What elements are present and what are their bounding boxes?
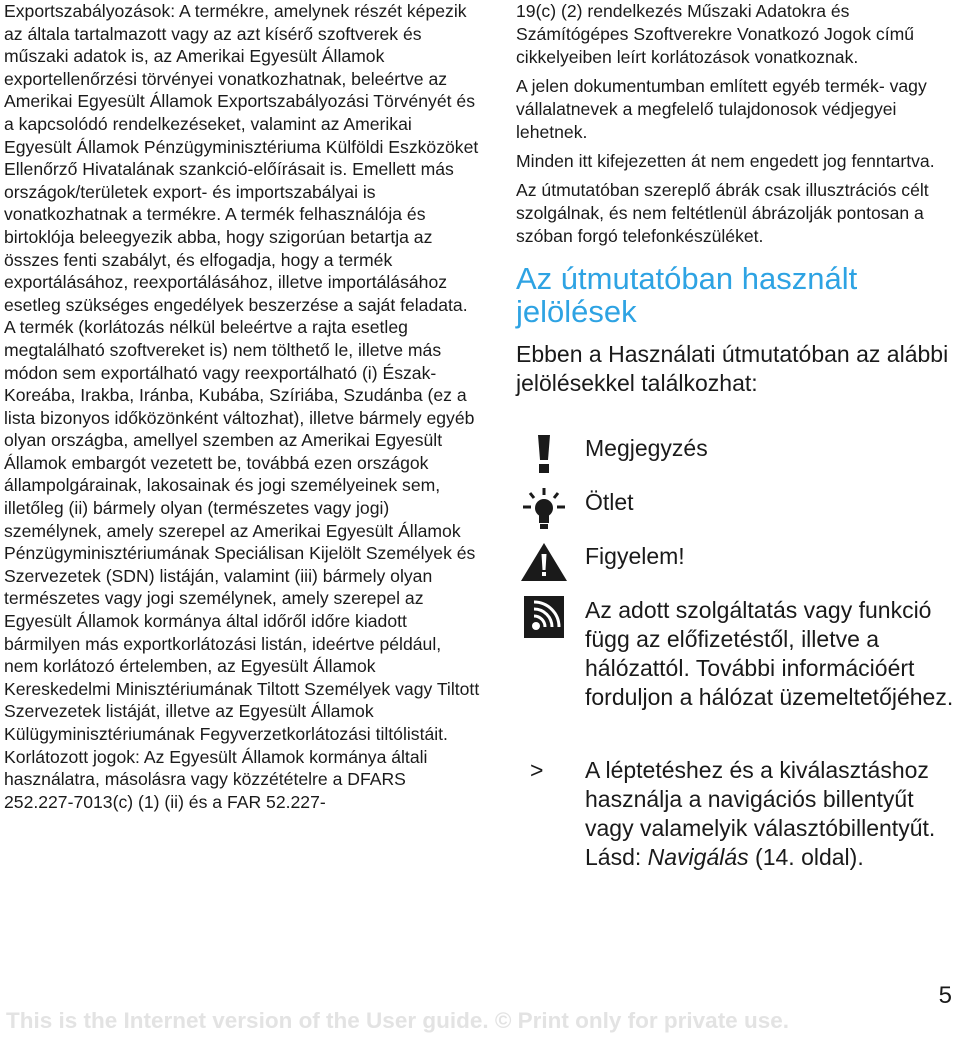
warning-triangle-icon [516, 542, 572, 582]
navigation-reference-link: Navigálás [647, 844, 749, 870]
illustrations-paragraph: Az útmutatóban szereplő ábrák csak illusztrációs célt szolgálnak, és nem feltétlenül ábrázolják pontosan a szóban forgó telefonkészüléket. [516, 180, 929, 246]
legend-label-tip: Ötlet [585, 489, 634, 515]
legend-label-network: Az adott szolgáltatás vagy funkció függ az előfizetéstől, illetve a hálózattól. További információért forduljon a hálózat üzemeltetőjéhez. [585, 597, 954, 710]
right-column [516, 0, 956, 398]
restricted-rights-paragraph: Korlátozott jogok: Az Egyesült Államok kormánya általi használatra, másolásra vagy közzétételre a DFARS 252.227-7013(c) (1) (ii) és a FAR 52.227- [4, 746, 428, 812]
legend-label-note: Megjegyzés [585, 435, 708, 461]
navigation-note-text [585, 756, 957, 872]
symbol-legend [516, 430, 956, 910]
left-column [4, 0, 480, 813]
network-service-icon [516, 596, 572, 638]
navigation-note-body: A léptetéshez és a kiválasztáshoz használja a navigációs billentyűt vagy valamelyik választóbillentyűt. Lásd: [585, 757, 936, 870]
restricted-rights-continuation: 19(c) (2) rendelkezés Műszaki Adatokra és Számítógépes Szoftverekre Vonatkozó Jogok című cikkelyeiben leírt korlátozások vonatkoznak. [516, 1, 915, 67]
export-regulations-paragraph: Exportszabályozások: A termékre, amelynek részét képezik az általa tartalmazott vagy az azt kísérő szoftverek és műszaki adatok is, az Amerikai Egyesült Államok exportellenőrzési törvényei vonatkozhatnak, beleértve az Amerikai Egyesült Államok Exportszabályozási Törvényét és a kapcsolódó rendelkezéseket, valamint az Amerikai Egyesült Államok Pénzügyminisztériuma Külföldi Eszközöket Ellenőrző Hivatalának szankció-előírásait is. Emellett más országok/területek export- és importszabályai is vonatkozhatnak a termékre. A termék felhasználója és birtoklója beleegyezik abba, hogy szigorúan betartja az összes fenti szabályt, és elfogadja, hogy a termék exportálásához, reexportálásához, illetve importálásához esetleg szükséges engedélyek beszerzése a saját feladata. A termék (korlátozás nélkül beleértve a rajta esetleg megtalálható szoftvereket is) nem tölthető le, illetve más módon sem exportálható vagy reexportálható (i) Észak-Koreába, Irakba, Iránba, Kubába, Szíriába, Szudánba (ez a lista bizonyos időközönként változhat), illetve bármely egyéb olyan országba, amellyel szemben az Amerikai Egyesült Államok embargót vezetett be, továbbá ezen országok állampolgárainak, lakosainak és jogi személyeinek sem, illetőleg (ii) bármely olyan (természetes vagy jogi) személynek, amely szerepel az Amerikai Egyesült Államok Pénzügyminisztériumának Speciálisan Kijelölt Személyek és Szervezetek (SDN) listáján, valamint (iii) bármely olyan természetes vagy jogi személynek, amely szerepel az Egyesült Államok kormánya által időről időre kiadott bármilyen más exportkorlátozási listán, ideértve például, nem korlátozó értelemben, az Egyesült Államok Kereskedelmi Minisztériumának Tiltott Személyek vagy Tiltott Szervezetek listáját, illetve az Egyesült Államok Külügyminisztériumának Fegyverzetkorlátozási tiltólistáit. [4, 1, 480, 744]
navigation-page-reference: (14. oldal). [748, 844, 864, 870]
section-intro: Ebben a Használati útmutatóban az alábbi jelölésekkel találkozhat: [516, 341, 949, 396]
section-heading: Az útmutatóban használt jelölések [516, 261, 858, 329]
footer-watermark: This is the Internet version of the User guide. © Print only for private use. [6, 1008, 789, 1033]
legend-label-warning: Figyelem! [585, 543, 685, 569]
page-number: 5 [938, 982, 952, 1009]
navigation-symbol: > [530, 757, 544, 783]
lightbulb-icon [516, 488, 572, 530]
trademarks-paragraph: A jelen dokumentumban említett egyéb termék- vagy vállalatnevek a megfelelő tulajdonosok védjegyei lehetnek. [516, 76, 927, 142]
rights-reserved-paragraph: Minden itt kifejezetten át nem engedett jog fenntartva. [516, 151, 935, 171]
exclamation-icon [516, 434, 572, 474]
